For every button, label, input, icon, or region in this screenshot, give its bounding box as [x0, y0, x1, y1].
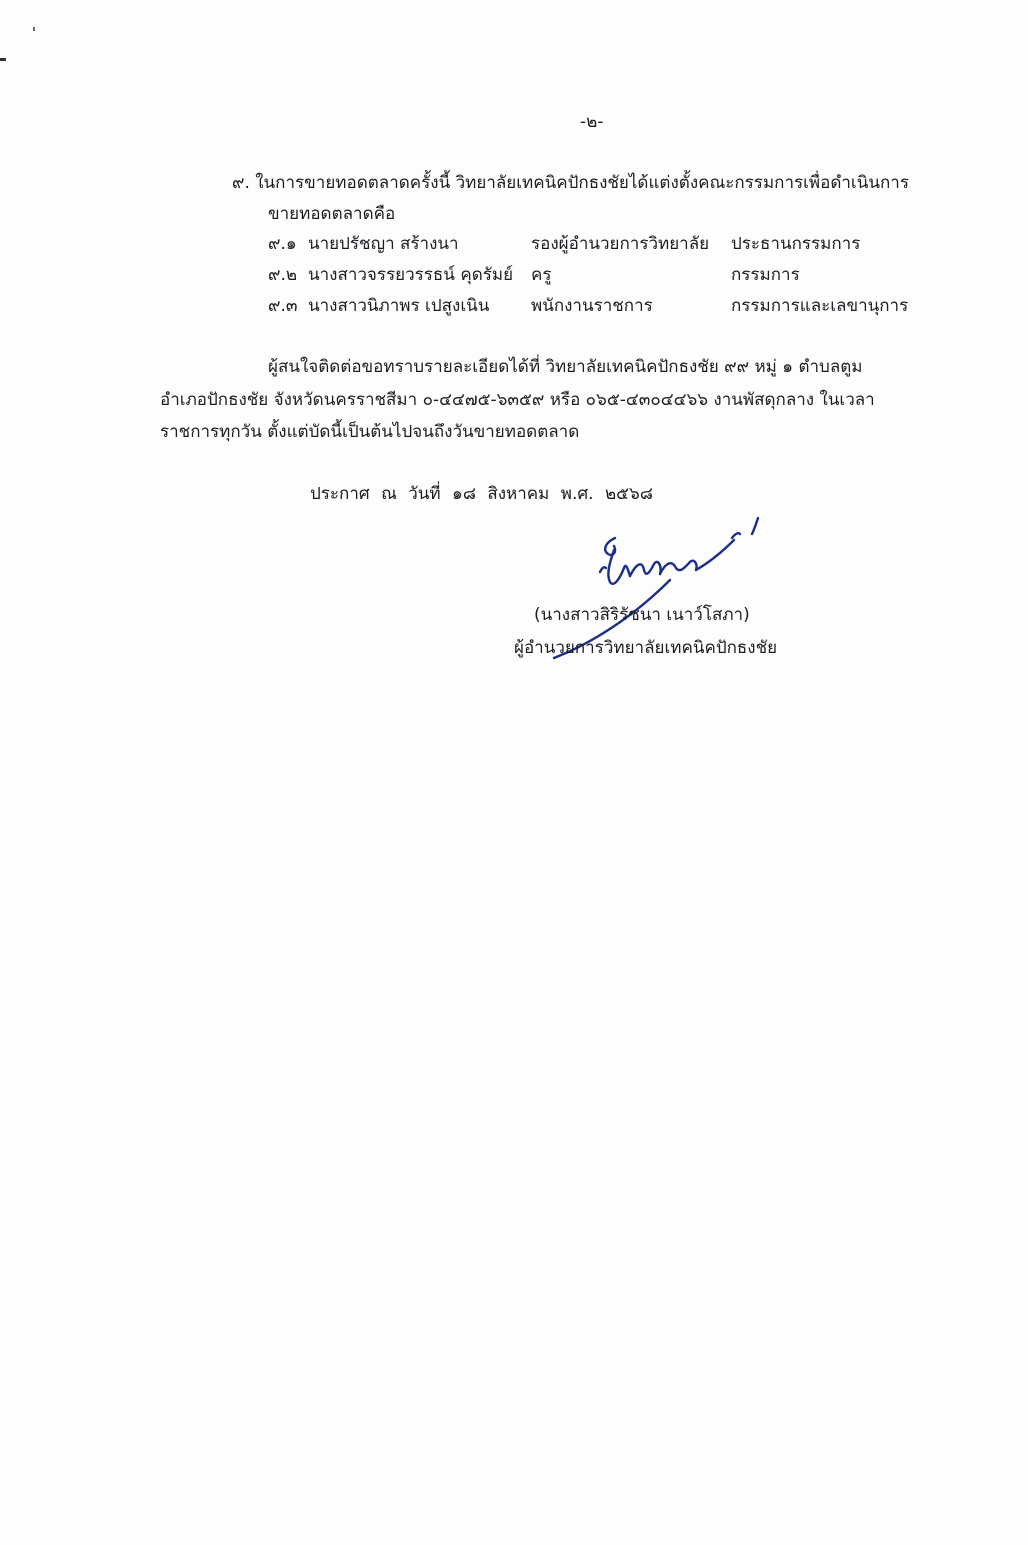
committee-name: นางสาวจรรยวรรธน์ คุดรัมย์ [308, 265, 514, 285]
contact-paragraph-line2: อำเภอปักธงชัย จังหวัดนครราชสีมา ๐-๔๔๗๕-๖๓๕๙ หรือ ๐๖๕-๔๓๐๔๔๖๖ งานพัสดุกลาง ในเวลา [160, 390, 875, 410]
committee-name: นายปรัชญา สร้างนา [308, 234, 459, 254]
committee-position: รองผู้อำนวยการวิทยาลัย [531, 234, 710, 254]
signatory-title: ผู้อำนวยการวิทยาลัยเทคนิคปักธงชัย [514, 638, 778, 658]
committee-number: ๙.๒ [268, 265, 298, 285]
signatory-name: (นางสาวสิริรัชนา เนาว์โสภา) [534, 605, 750, 625]
committee-row [0, 264, 1028, 288]
committee-row [0, 295, 1028, 319]
item9-paragraph-line2: ขายทอดตลาดคือ [268, 204, 396, 224]
page-number: -๒- [580, 112, 604, 132]
contact-paragraph-line3: ราชการทุกวัน ตั้งแต่บัดนี้เป็นต้นไปจนถึงวันขายทอดตลาด [160, 422, 580, 442]
announcement-date: ประกาศ ณ วันที่ ๑๘ สิงหาคม พ.ศ. ๒๕๖๘ [310, 484, 653, 504]
committee-name: นางสาวนิภาพร เปสูงเนิน [308, 296, 490, 316]
committee-position: พนักงานราชการ [531, 296, 653, 316]
scan-edge-dot [33, 27, 35, 31]
committee-position: ครู [531, 265, 552, 285]
contact-paragraph-line1: ผู้สนใจติดต่อขอทราบรายละเอียดได้ที่ วิทยาลัยเทคนิคปักธงชัย ๙๙ หมู่ ๑ ตำบลตูม [268, 357, 863, 377]
item9-paragraph-line1: ๙. ในการขายทอดตลาดครั้งนี้ วิทยาลัยเทคนิคปักธงชัยได้แต่งตั้งคณะกรรมการเพื่อดำเนินการ [232, 173, 909, 193]
committee-number: ๙.๓ [268, 296, 298, 316]
scan-edge-mark [0, 58, 6, 61]
committee-role: ประธานกรรมการ [731, 234, 861, 254]
committee-number: ๙.๑ [268, 234, 297, 254]
committee-row [0, 233, 1028, 257]
committee-role: กรรมการและเลขานุการ [731, 296, 909, 316]
committee-role: กรรมการ [731, 265, 800, 285]
